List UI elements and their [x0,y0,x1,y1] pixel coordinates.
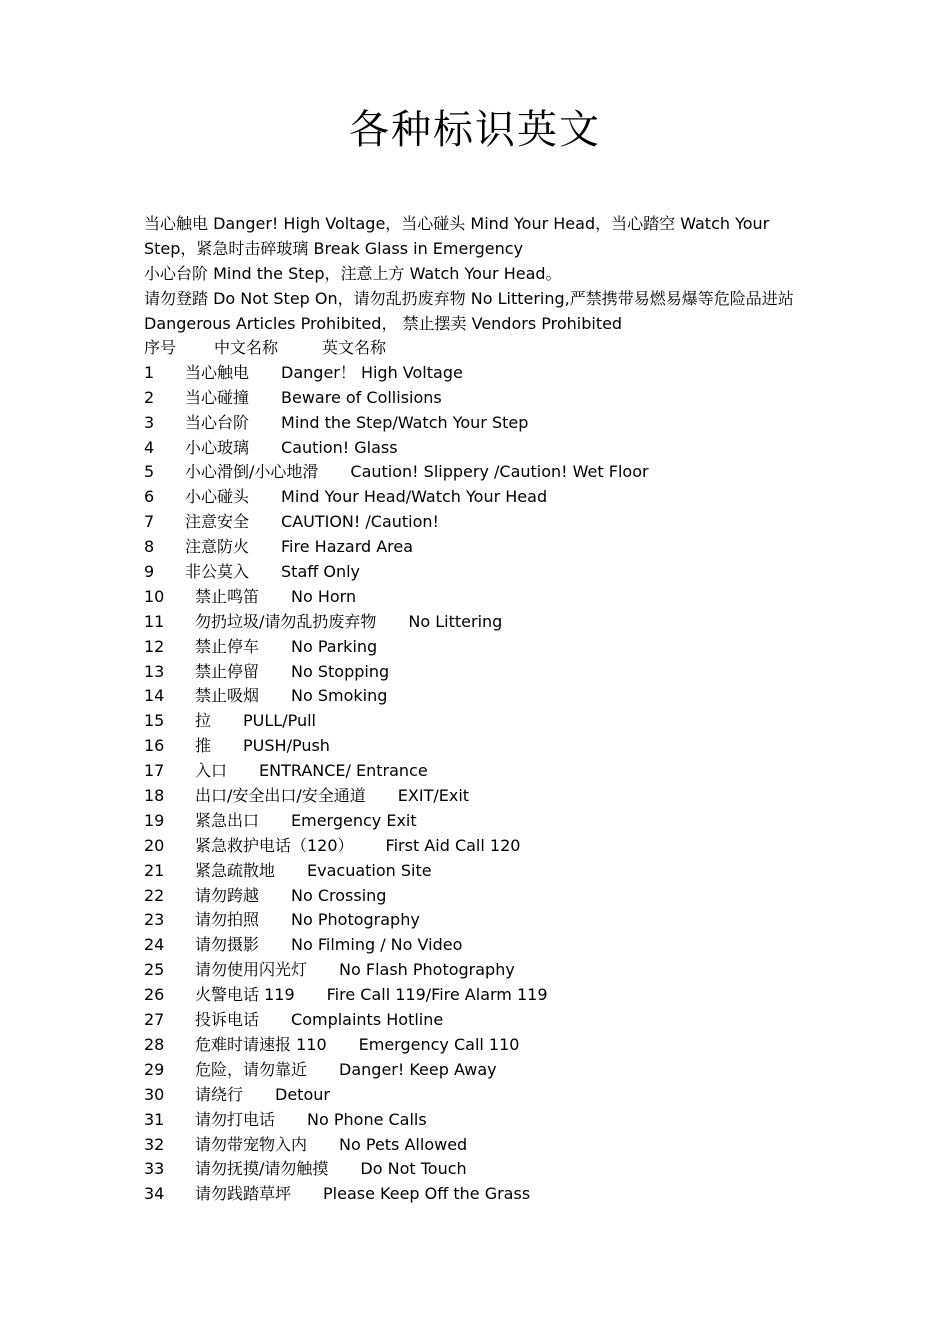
list-item [144,859,824,884]
item-english-name: ENTRANCE/ Entrance [259,761,428,781]
item-english-name: EXIT/Exit [397,786,470,806]
list-item [144,684,824,709]
list-item [144,1033,824,1058]
header-chinese-name: 中文名称 [214,338,279,357]
item-english-name: Caution! Slippery /Caution! Wet Floor [350,462,649,482]
list-item [144,535,824,560]
item-number: 1 [144,362,155,382]
item-english-name: CAUTION! /Caution! [281,512,439,532]
item-number: 6 [144,487,155,507]
item-english-name: No Flash Photography [339,960,515,980]
list-item [144,1008,824,1033]
item-english-name: Fire Call 119/Fire Alarm 119 [326,985,548,1005]
item-number: 17 [144,761,165,781]
item-english-name: Beware of Collisions [281,387,442,407]
item-chinese-name: 请勿摄影 [195,935,260,955]
item-chinese-name: 注意安全 [185,512,250,532]
item-chinese-name: 禁止吸烟 [195,686,260,706]
item-number: 23 [144,910,165,930]
item-chinese-name: 注意防火 [185,537,250,557]
list-item [144,361,824,386]
item-chinese-name: 请勿带宠物入内 [195,1134,308,1154]
item-english-name: PUSH/Push [243,736,330,756]
item-chinese-name: 火警电话 119 [195,985,295,1005]
item-number: 2 [144,387,155,407]
item-chinese-name: 出口/安全出口/安全通道 [195,786,366,806]
list-item [144,759,824,784]
list-item [144,1083,824,1108]
item-english-name: No Smoking [291,686,388,706]
item-number: 8 [144,537,155,557]
header-number: 序号 [144,338,177,357]
list-item [144,1058,824,1083]
list-item [144,908,824,933]
item-chinese-name: 请勿拍照 [195,910,260,930]
item-chinese-name: 危险，请勿靠近 [195,1059,308,1079]
list-item [144,1108,824,1133]
item-english-name: Caution! Glass [281,437,398,457]
item-number: 5 [144,462,155,482]
intro-paragraph-1: 当心触电 Danger! High Voltage，当心碰头 Mind Your Head，当心踏空 Watch Your Step，紧急时击碎玻璃 Break Glass in Emergency [144,214,770,258]
item-english-name: Evacuation Site [307,860,432,880]
document-body [144,211,824,1207]
item-number: 11 [144,611,165,631]
list-item [144,983,824,1008]
item-english-name: Fire Hazard Area [281,537,414,557]
item-english-name: No Littering [408,611,503,631]
item-chinese-name: 入口 [195,761,228,781]
item-chinese-name: 危难时请速报 110 [195,1034,327,1054]
item-number: 16 [144,736,165,756]
header-english-name: 英文名称 [322,338,387,357]
item-english-name: Emergency Call 110 [358,1034,520,1054]
item-number: 9 [144,562,155,582]
item-number: 12 [144,636,165,656]
page-title: 各种标识英文 [349,107,601,153]
item-english-name: No Crossing [291,885,387,905]
item-english-name: No Pets Allowed [339,1134,468,1154]
item-chinese-name: 紧急出口 [195,810,260,830]
list-item [144,635,824,660]
item-number: 24 [144,935,165,955]
item-chinese-name: 小心碰头 [185,487,250,507]
item-number: 7 [144,512,155,532]
item-number: 14 [144,686,165,706]
item-english-name: No Horn [291,586,357,606]
item-number: 13 [144,661,165,681]
list-item [144,585,824,610]
item-english-name: No Stopping [291,661,390,681]
item-english-name: No Photography [291,910,420,930]
item-number: 15 [144,711,165,731]
item-english-name: Complaints Hotline [291,1010,444,1030]
list-item [144,436,824,461]
item-number: 31 [144,1109,165,1129]
item-number: 28 [144,1034,165,1054]
list-item [144,1157,824,1182]
item-english-name: No Phone Calls [307,1109,427,1129]
item-chinese-name: 请绕行 [195,1084,244,1104]
item-chinese-name: 拉 [195,711,212,731]
list-item [144,560,824,585]
list-item [144,386,824,411]
item-number: 4 [144,437,155,457]
list-item [144,933,824,958]
sign-list [144,361,824,1207]
list-item [144,460,824,485]
item-number: 27 [144,1010,165,1030]
list-item [144,884,824,909]
list-item [144,834,824,859]
item-chinese-name: 禁止停留 [195,661,260,681]
item-english-name: Danger！ High Voltage [281,362,463,382]
item-chinese-name: 当心台阶 [185,412,250,432]
item-english-name: Do Not Touch [360,1159,467,1179]
list-item [144,958,824,983]
item-chinese-name: 当心触电 [185,362,250,382]
item-number: 29 [144,1059,165,1079]
item-english-name: Mind the Step/Watch Your Step [281,412,529,432]
item-number: 18 [144,786,165,806]
item-number: 30 [144,1084,165,1104]
item-english-name: No Filming / No Video [291,935,463,955]
item-number: 3 [144,412,155,432]
item-number: 34 [144,1184,165,1204]
item-chinese-name: 推 [195,736,212,756]
item-english-name: Detour [275,1084,330,1104]
list-item [144,610,824,635]
item-chinese-name: 小心玻璃 [185,437,250,457]
item-english-name: Emergency Exit [291,810,417,830]
item-number: 10 [144,586,165,606]
item-chinese-name: 投诉电话 [195,1010,260,1030]
item-number: 22 [144,885,165,905]
item-chinese-name: 紧急救护电话（120） [195,835,354,855]
item-chinese-name: 请勿抚摸/请勿触摸 [195,1159,329,1179]
item-number: 26 [144,985,165,1005]
item-english-name: Danger! Keep Away [339,1059,497,1079]
list-item [144,709,824,734]
intro-paragraph-2: 小心台阶 Mind the Step，注意上方 Watch Your Head。 [144,264,562,283]
list-header [144,336,824,361]
item-chinese-name: 勿扔垃圾/请勿乱扔废弃物 [195,611,377,631]
list-item [144,734,824,759]
item-number: 21 [144,860,165,880]
item-english-name: PULL/Pull [243,711,316,731]
item-chinese-name: 非公莫入 [185,562,250,582]
intro-paragraph-3: 请勿登踏 Do Not Step On，请勿乱扔废弃物 No Littering,严禁携带易燃易爆等危险品进站 Dangerous Articles Prohibited， 禁止摆卖 Vendors Prohibited [144,289,794,333]
item-chinese-name: 请勿使用闪光灯 [195,960,308,980]
list-item [144,1182,824,1207]
item-number: 33 [144,1159,165,1179]
list-item [144,809,824,834]
list-item [144,660,824,685]
list-item [144,510,824,535]
item-english-name: Staff Only [281,562,361,582]
item-number: 19 [144,810,165,830]
list-item [144,784,824,809]
list-item [144,1133,824,1158]
item-chinese-name: 当心碰撞 [185,387,250,407]
item-chinese-name: 请勿践踏草坪 [195,1184,292,1204]
item-chinese-name: 紧急疏散地 [195,860,276,880]
item-english-name: First Aid Call 120 [385,835,521,855]
item-number: 32 [144,1134,165,1154]
item-chinese-name: 禁止停车 [195,636,260,656]
item-chinese-name: 请勿打电话 [195,1109,276,1129]
item-chinese-name: 禁止鸣笛 [195,586,260,606]
item-number: 20 [144,835,165,855]
item-english-name: No Parking [291,636,378,656]
item-number: 25 [144,960,165,980]
list-item [144,411,824,436]
item-english-name: Please Keep Off the Grass [323,1184,531,1204]
list-item [144,485,824,510]
item-chinese-name: 小心滑倒/小心地滑 [185,462,319,482]
item-english-name: Mind Your Head/Watch Your Head [281,487,548,507]
item-chinese-name: 请勿跨越 [195,885,260,905]
